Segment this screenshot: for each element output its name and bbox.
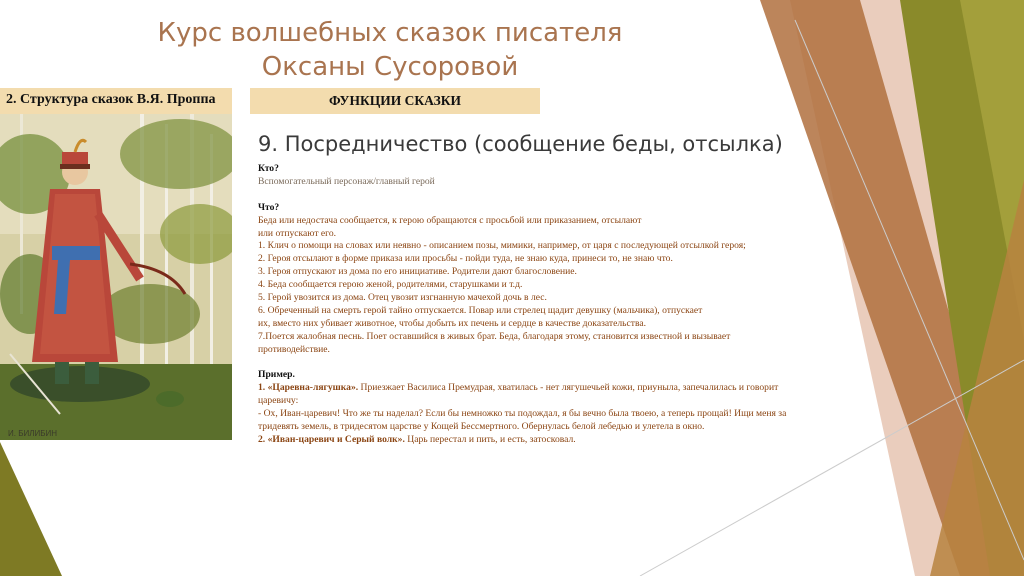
example-1-line: царевичу: [258, 395, 299, 407]
who-label: Кто? [258, 163, 279, 174]
example-2 [258, 434, 863, 447]
section-label-bar [0, 88, 232, 114]
functions-label-bar [250, 88, 540, 114]
what-line: Беда или недостача сообщается, к герою обращаются с просьбой или приказанием, отсылают [258, 214, 642, 226]
function-heading: 9. Посредничество (сообщение беды, отсылка) [258, 132, 783, 156]
functions-label: ФУНКЦИИ СКАЗКИ [328, 93, 461, 108]
example-1-title: 1. «Царевна-лягушка». [258, 382, 359, 394]
fairy-tale-illustration [0, 114, 232, 440]
what-line: 1. Клич о помощи на словах или неявно - описанием позы, мимики, например, от царя с последующей отсылкой героя; [258, 240, 746, 252]
what-line: 6. Обреченный на смерть герой тайно отпускается. Повар или стрелец щадит девушку (мальчика), отпускает [258, 304, 703, 316]
what-line: противодействие. [258, 343, 330, 355]
what-line: 5. Герой увозится из дома. Отец увозит изгнанную мачехой дочь в лес. [258, 292, 547, 304]
example-2-title: 2. «Иван-царевич и Серый волк». [258, 434, 405, 445]
function-content [258, 163, 863, 447]
example-1-line: тридевять земель, в тридесятом царстве у Кощей Бессмертного. Обернулась белой лебедью и улетела в окно. [258, 421, 705, 433]
what-line: 3. Героя отпускают из дома по его инициативе. Родители дают благословение. [258, 266, 577, 278]
what-line: 4. Беда сообщается герою женой, родителями, старушками и т.д. [258, 279, 523, 291]
example-1 [258, 382, 863, 395]
what-line: или отпускают его. [258, 227, 337, 239]
illustration-signature: И. БИЛИБИН [8, 429, 57, 438]
example-1-text: Приезжает Василиса Премудрая, хватилась - нет лягушечьей кожи, приуныла, запечалилась и говорит [358, 382, 779, 394]
example-1-line: - Ох, Иван-царевич! Что же ты наделал? Если бы немножко ты подождал, я бы вечно была твоею, а теперь прощай! Ищи меня за [258, 408, 787, 420]
what-line: 7.Поется жалобная песнь. Поет оставшийся в живых брат. Беда, благодаря этому, становится известной и вызывает [258, 330, 731, 342]
what-label: Что? [258, 201, 280, 213]
what-line: их, вместо них убивает животное, чтобы добыть их печень и сердце в качестве доказательства. [258, 317, 646, 329]
slide-title: Курс волшебных сказок писателя Оксаны Сусоровой [157, 18, 623, 82]
example-label: Пример. [258, 369, 295, 381]
example-2-text: Царь перестал и пить, и есть, затосковал. [404, 434, 576, 445]
section-label: 2. Структура сказок В.Я. Проппа [6, 92, 216, 107]
bottom-left-olive-triangle [0, 442, 62, 576]
who-text: Вспомогательный персонаж/главный герой [258, 175, 435, 187]
what-line: 2. Героя отсылают в форме приказа или просьбы - пойди туда, не знаю куда, принеси то, не знаю что. [258, 253, 673, 265]
